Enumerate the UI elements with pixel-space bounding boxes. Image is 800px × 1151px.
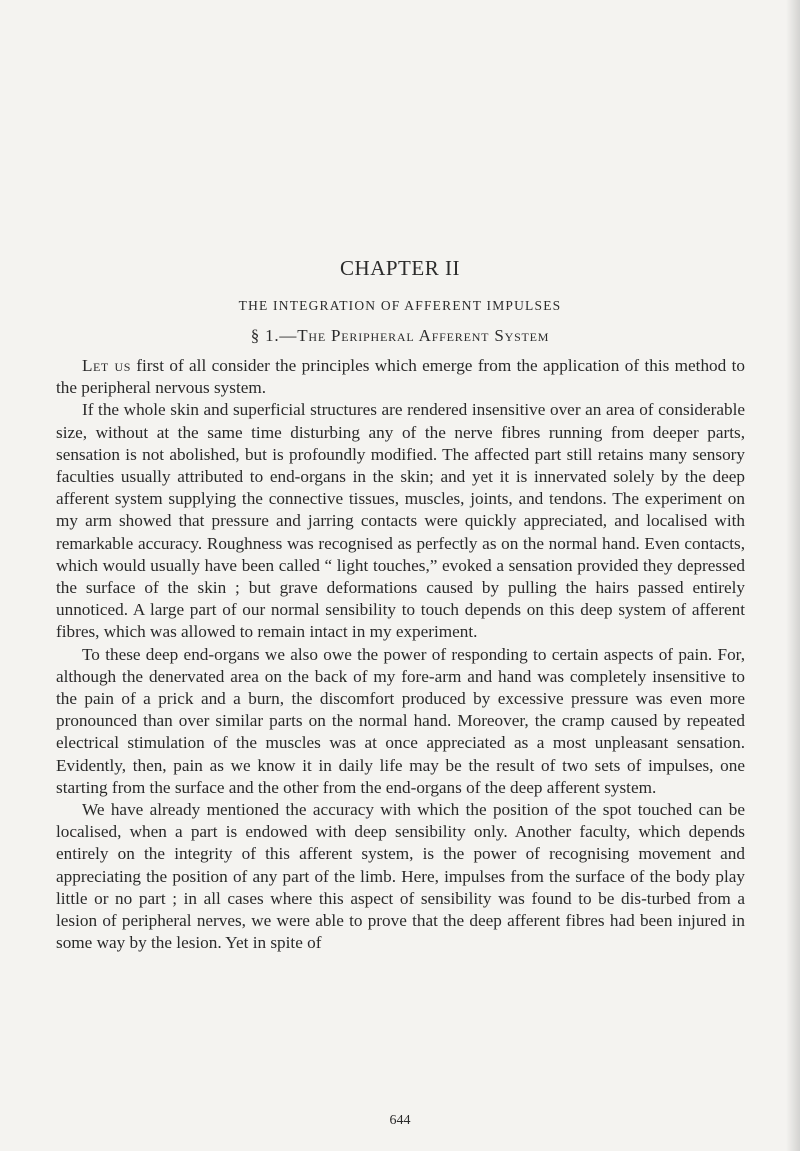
page-edge-shadow bbox=[786, 0, 800, 1151]
paragraph-3: To these deep end-organs we also owe the power of responding to certain aspects of pain. For, although the denervated area on the back of my fore-arm and hand was completely insensitive to the pain of a prick and a burn, the discomfort produced by excessive pressure was even more pronounced than over similar parts on the normal hand. Moreover, the cramp caused by repeated electrical stimulation of the muscles was at once appreciated as a most unpleasant sensation. Evidently, then, pain as we know it in daily life may be the result of two sets of impulses, one starting from the surface and the other from the end-organs of the deep afferent system. bbox=[56, 644, 745, 797]
chapter-subtitle: THE INTEGRATION OF AFFERENT IMPULSES bbox=[238, 298, 562, 313]
paragraph-4: We have already mentioned the accuracy with which the position of the spot touched can be localised, when a part is endowed with deep sensibility only. Another faculty, which depends entirely on the integrity of this afferent system, is the power of recognising movement and appreciating the position of any part of the limb. Here, impulses from the surface of the body play little or no part ; in all cases where this aspect of sensibility was found to be dis-turbed from a lesion of peripheral nerves, we were able to prove that the deep afferent fibres had been injured in some way by the lesion. Yet in spite of bbox=[56, 800, 745, 953]
paragraph-1 bbox=[56, 355, 745, 399]
paragraph-2: If the whole skin and superficial structures are rendered insensitive over an area of considerable size, without at the same time disturbing any of the nerve fibres running from deeper parts, sensation is not abolished, but is profoundly modified. The affected part still retains many sensory faculties usually attributed to end-organs in the skin; and yet it is innervated solely by the deep afferent system supplying the connective tissues, muscles, joints, and tendons. The experiment on my arm showed that pressure and jarring contacts were quickly appreciated, and localised with remarkable accuracy. Roughness was recognised as perfectly as on the normal hand. Even contacts, which would usually have been called “ light touches,” evoked a sensation provided they depressed the surface of the skin ; but grave deformations caused by pulling the hairs passed entirely unnoticed. A large part of our normal sensibility to touch depends on this deep system of afferent fibres, which was allowed to remain intact in my experiment. bbox=[56, 400, 745, 642]
page-number: 644 bbox=[389, 1113, 411, 1128]
chapter-title: CHAPTER II bbox=[340, 256, 460, 280]
paragraph-text: first of all consider the principles which emerge from the application of this method to the peripheral nervous system. bbox=[56, 356, 745, 398]
paragraph-lead: Let us bbox=[82, 356, 131, 375]
section-heading: § 1.—The Peripheral Afferent System bbox=[250, 326, 550, 345]
body-text bbox=[56, 355, 745, 954]
